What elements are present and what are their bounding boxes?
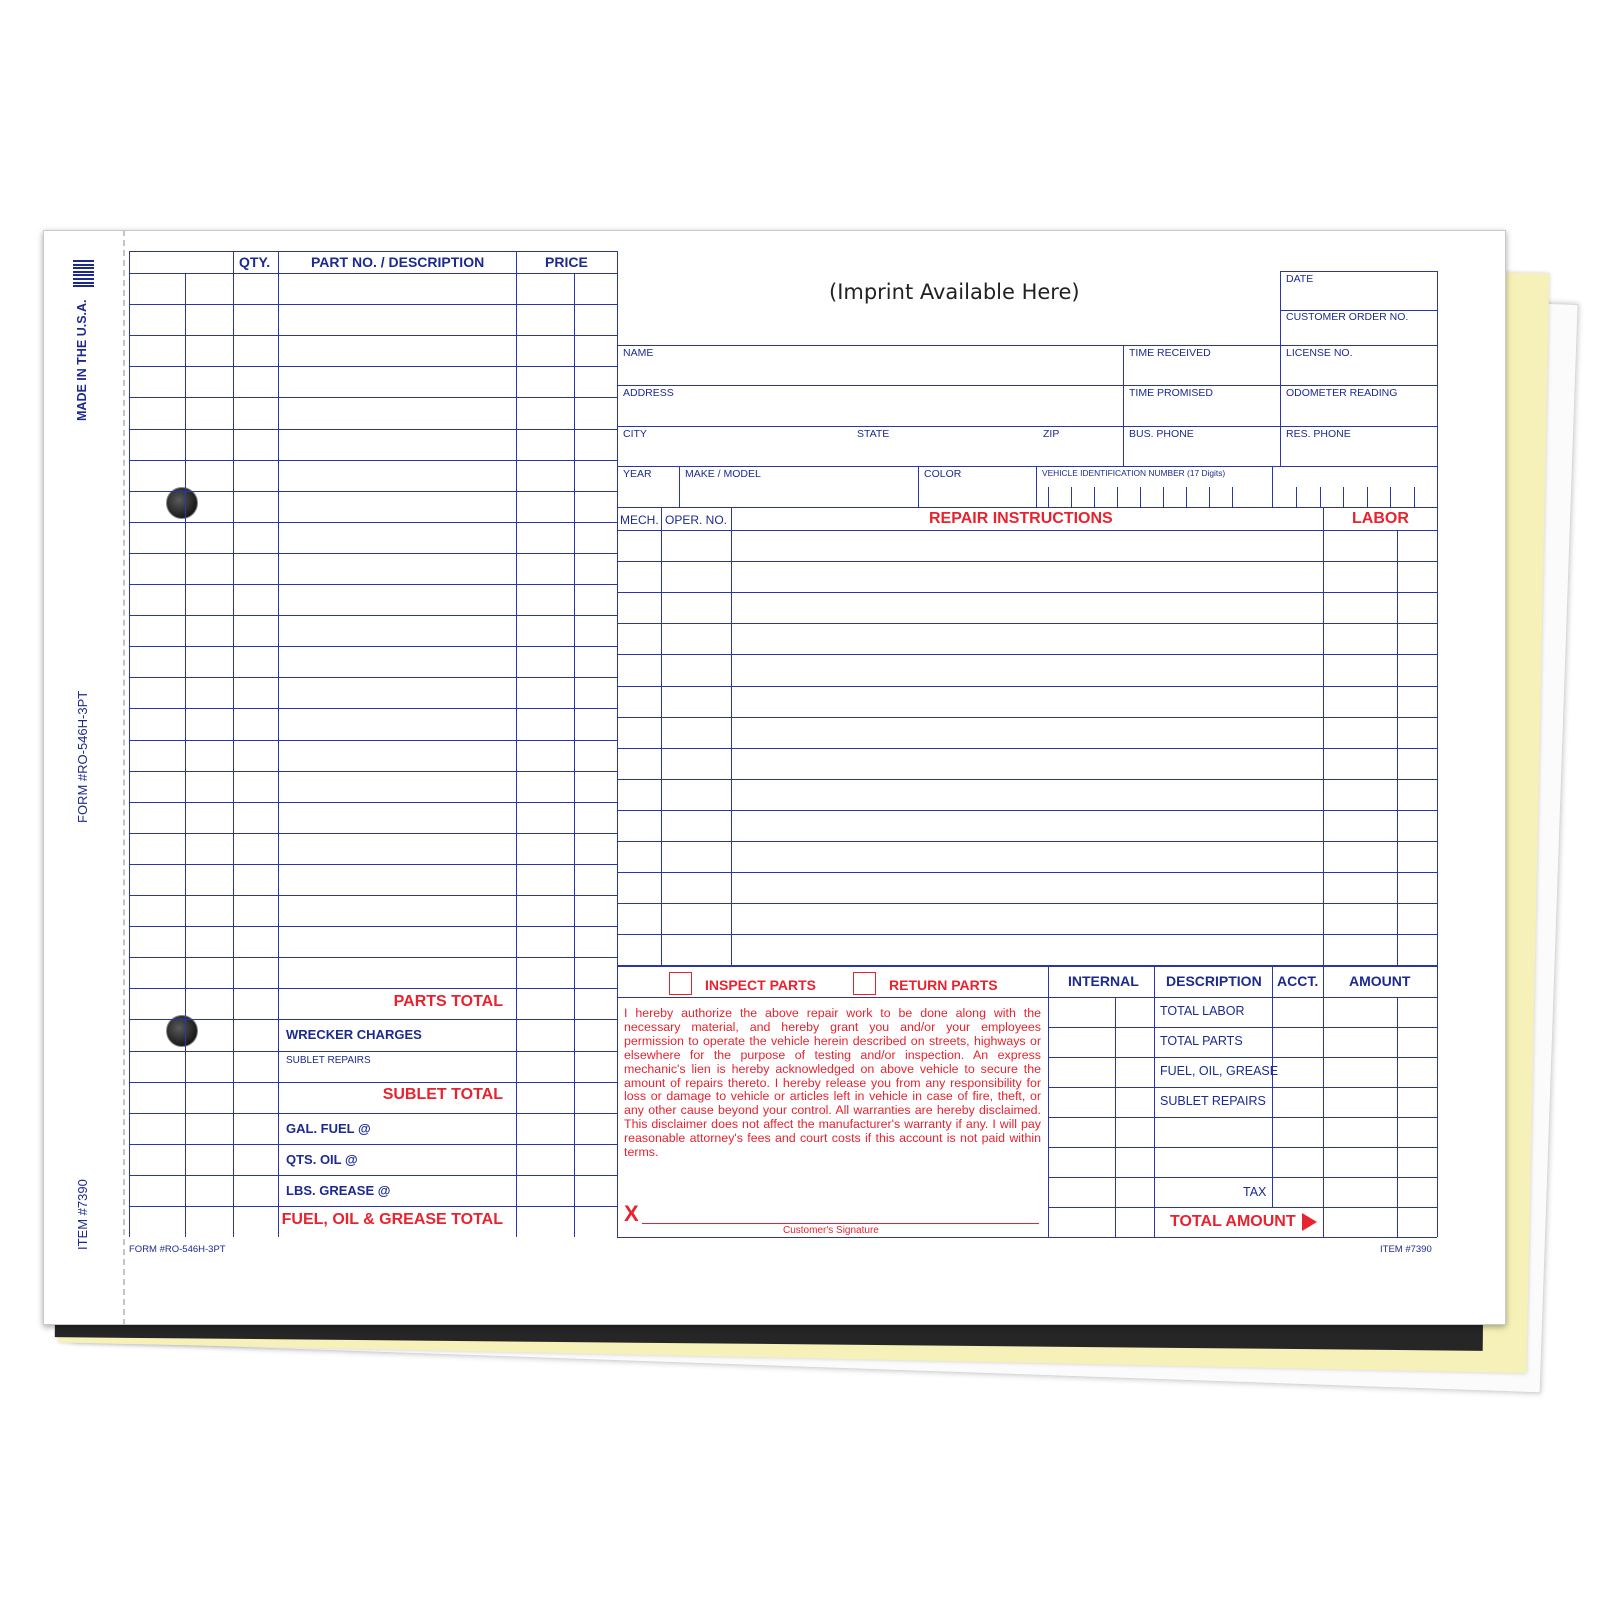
grid-line xyxy=(1154,966,1155,1237)
customer-signature-label: Customer's Signature xyxy=(783,1225,879,1236)
grid-line xyxy=(129,1206,617,1207)
mech-header: MECH. xyxy=(620,513,659,527)
grid-line xyxy=(129,1019,617,1020)
grid-line xyxy=(1071,487,1072,507)
return-parts-label: RETURN PARTS xyxy=(889,977,998,993)
sublet-repairs-total-label: SUBLET REPAIRS xyxy=(1160,1094,1266,1108)
grid-line xyxy=(185,273,186,1237)
wrecker-charges-label: WRECKER CHARGES xyxy=(286,1027,422,1042)
grid-line xyxy=(1390,487,1391,507)
footer-form-number: FORM #RO-546H-3PT xyxy=(129,1244,226,1255)
grid-line xyxy=(661,507,662,966)
name-field: NAME xyxy=(623,347,654,359)
grid-line xyxy=(617,966,1437,967)
repair-instructions-header: REPAIR INSTRUCTIONS xyxy=(929,510,1113,527)
grid-line xyxy=(1163,487,1164,507)
grid-line xyxy=(1048,487,1049,507)
tax-label: TAX xyxy=(1243,1185,1267,1199)
odometer-field: ODOMETER READING xyxy=(1286,387,1398,399)
grid-line xyxy=(129,1082,617,1083)
grid-line xyxy=(1140,487,1141,507)
grid-line xyxy=(129,335,617,336)
labor-header: LABOR xyxy=(1352,510,1409,527)
grid-line xyxy=(129,460,617,461)
grid-line xyxy=(1048,1177,1437,1178)
acct-header: ACCT. xyxy=(1277,973,1319,989)
grid-line xyxy=(129,615,617,616)
flag-icon xyxy=(73,260,94,289)
internal-header: INTERNAL xyxy=(1068,973,1139,989)
grid-line xyxy=(1186,487,1187,507)
grid-line xyxy=(1048,1057,1437,1058)
grid-line xyxy=(129,1175,617,1176)
grid-line xyxy=(1414,487,1415,507)
lbs-grease-label: LBS. GREASE @ xyxy=(286,1183,391,1198)
grid-line xyxy=(1048,1087,1437,1088)
signature-line[interactable] xyxy=(642,1223,1039,1224)
grid-line xyxy=(129,522,617,523)
fuel-oil-grease-total-label: FUEL, OIL & GREASE TOTAL xyxy=(281,1211,503,1228)
grid-line xyxy=(1117,487,1118,507)
grid-line xyxy=(1232,487,1233,507)
grid-line xyxy=(129,802,617,803)
grid-line xyxy=(1296,487,1297,507)
grid-line xyxy=(1343,487,1344,507)
gal-fuel-label: GAL. FUEL @ xyxy=(286,1121,371,1136)
grid-line xyxy=(129,926,617,927)
grid-line xyxy=(617,654,1437,655)
grid-line xyxy=(1048,1117,1437,1118)
grid-line xyxy=(617,841,1437,842)
grid-line xyxy=(129,833,617,834)
grid-line xyxy=(129,273,617,274)
color-field: COLOR xyxy=(924,468,962,480)
time-promised-field: TIME PROMISED xyxy=(1129,387,1214,399)
inspect-parts-checkbox[interactable] xyxy=(669,972,692,995)
grid-line xyxy=(1048,1147,1437,1148)
grid-line xyxy=(617,507,1437,508)
grid-line xyxy=(129,771,617,772)
amount-header: AMOUNT xyxy=(1349,973,1411,989)
year-field: YEAR xyxy=(623,468,652,480)
city-field: CITY xyxy=(623,428,647,440)
grid-line xyxy=(129,864,617,865)
total-parts-label: TOTAL PARTS xyxy=(1160,1034,1243,1048)
total-amount-label: TOTAL AMOUNT xyxy=(1170,1213,1296,1230)
grid-line xyxy=(1123,345,1124,466)
grid-line xyxy=(1437,487,1438,507)
signature-x-mark: X xyxy=(624,1201,639,1226)
res-phone-field: RES. PHONE xyxy=(1286,428,1351,440)
grid-line xyxy=(129,708,617,709)
grid-line xyxy=(679,466,680,507)
authorization-text: I hereby authorize the above repair work to be done along with the necessary material, and hereby grant you and/or your employees permission to operate the vehicle herein described on streets, highways or elsewhere for the purpose of testing and/or inspection. An express mechanic's lien is hereby acknowledged on above vehicle to secure the amount of repairs thereto. I hereby release you from any responsibility for loss or damage to vehicle or articles left in vehicle in case of fire, theft, or any other cause beyond your control. All warranties are hereby disclaimed. This disclaimer does not affect the manufacturer's warranty if any. I will pay reasonable attorney's fees and court costs if this account is not paid within terms. xyxy=(624,1006,1041,1160)
grid-line xyxy=(617,345,1437,346)
price-header: PRICE xyxy=(545,254,588,270)
grid-line xyxy=(918,466,919,507)
grid-line xyxy=(129,677,617,678)
grid-line xyxy=(129,397,617,398)
grid-line xyxy=(129,740,617,741)
grid-line xyxy=(1048,997,1437,998)
time-received-field: TIME RECEIVED xyxy=(1129,347,1211,359)
grid-line xyxy=(129,646,617,647)
grid-line xyxy=(1209,487,1210,507)
perforation-line xyxy=(123,230,125,1325)
grid-line xyxy=(129,957,617,958)
grid-line xyxy=(129,988,617,989)
oper-no-header: OPER. NO. xyxy=(665,513,728,527)
grid-line xyxy=(617,466,1437,467)
grid-line xyxy=(278,251,279,1237)
grid-line xyxy=(617,251,618,1237)
grid-line xyxy=(617,561,1437,562)
parts-total-label: PARTS TOTAL xyxy=(393,993,503,1010)
imprint-area: (Imprint Available Here) xyxy=(829,280,1080,304)
grid-line xyxy=(129,553,617,554)
grid-line xyxy=(129,251,130,1237)
grid-line xyxy=(617,385,1437,386)
make-model-field: MAKE / MODEL xyxy=(685,468,761,480)
grid-line xyxy=(1048,966,1049,1237)
customer-order-field: CUSTOMER ORDER NO. xyxy=(1286,311,1409,323)
grid-line xyxy=(129,429,617,430)
inspect-parts-label: INSPECT PARTS xyxy=(705,977,816,993)
grid-line xyxy=(731,507,732,966)
side-item-number: ITEM #7390 xyxy=(75,1179,90,1250)
made-in-usa-label: MADE IN THE U.S.A. xyxy=(75,299,89,421)
footer-item-number: ITEM #7390 xyxy=(1380,1244,1432,1255)
fuel-oil-grease-label: FUEL, OIL, GREASE xyxy=(1160,1064,1279,1078)
description-header: DESCRIPTION xyxy=(1166,973,1262,989)
grid-line xyxy=(129,491,617,492)
grid-line xyxy=(129,251,617,252)
grid-line xyxy=(129,366,617,367)
grid-line xyxy=(1280,271,1437,272)
grid-line xyxy=(617,426,1437,427)
grid-line xyxy=(1320,487,1321,507)
grid-line xyxy=(129,895,617,896)
grid-line xyxy=(1323,507,1324,1237)
grid-line xyxy=(129,1113,617,1114)
grid-line xyxy=(617,872,1437,873)
return-parts-checkbox[interactable] xyxy=(853,972,876,995)
grid-line xyxy=(617,530,1437,531)
grid-line xyxy=(1367,487,1368,507)
sublet-total-label: SUBLET TOTAL xyxy=(382,1086,503,1103)
grid-line xyxy=(617,592,1437,593)
grid-line xyxy=(617,810,1437,811)
grid-line xyxy=(574,273,575,1237)
grid-line xyxy=(1048,1207,1437,1208)
grid-line xyxy=(1397,530,1398,966)
qty-header: QTY. xyxy=(239,254,271,270)
grid-line xyxy=(617,686,1437,687)
vin-field: VEHICLE IDENTIFICATION NUMBER (17 Digits) xyxy=(1042,468,1226,478)
grid-line xyxy=(233,251,234,1237)
grid-line xyxy=(617,748,1437,749)
grid-line xyxy=(617,779,1437,780)
grid-line xyxy=(1280,271,1281,466)
grid-line xyxy=(617,934,1437,935)
bus-phone-field: BUS. PHONE xyxy=(1129,428,1194,440)
address-field: ADDRESS xyxy=(623,387,674,399)
grid-line xyxy=(617,997,1048,998)
grid-line xyxy=(617,903,1437,904)
grid-line xyxy=(1048,1027,1437,1028)
grid-line xyxy=(1272,466,1273,507)
arrow-right-icon xyxy=(1302,1213,1317,1231)
state-field: STATE xyxy=(857,428,890,440)
date-field: DATE xyxy=(1286,273,1314,285)
grid-line xyxy=(516,251,517,1237)
grid-line xyxy=(617,717,1437,718)
grid-line xyxy=(617,623,1437,624)
grid-line xyxy=(129,304,617,305)
grid-line xyxy=(617,1237,1437,1238)
grid-line xyxy=(1036,466,1037,507)
side-form-number: FORM #RO-546H-3PT xyxy=(75,690,90,823)
sublet-repairs-label: SUBLET REPAIRS xyxy=(286,1055,371,1066)
qts-oil-label: QTS. OIL @ xyxy=(286,1152,358,1167)
part-description-header: PART NO. / DESCRIPTION xyxy=(311,254,485,270)
zip-field: ZIP xyxy=(1043,428,1060,440)
grid-line xyxy=(1094,487,1095,507)
grid-line xyxy=(129,1051,617,1052)
grid-line xyxy=(129,584,617,585)
grid-line xyxy=(1437,271,1438,1237)
grid-line xyxy=(129,1144,617,1145)
license-field: LICENSE NO. xyxy=(1286,347,1353,359)
total-labor-label: TOTAL LABOR xyxy=(1160,1004,1245,1018)
